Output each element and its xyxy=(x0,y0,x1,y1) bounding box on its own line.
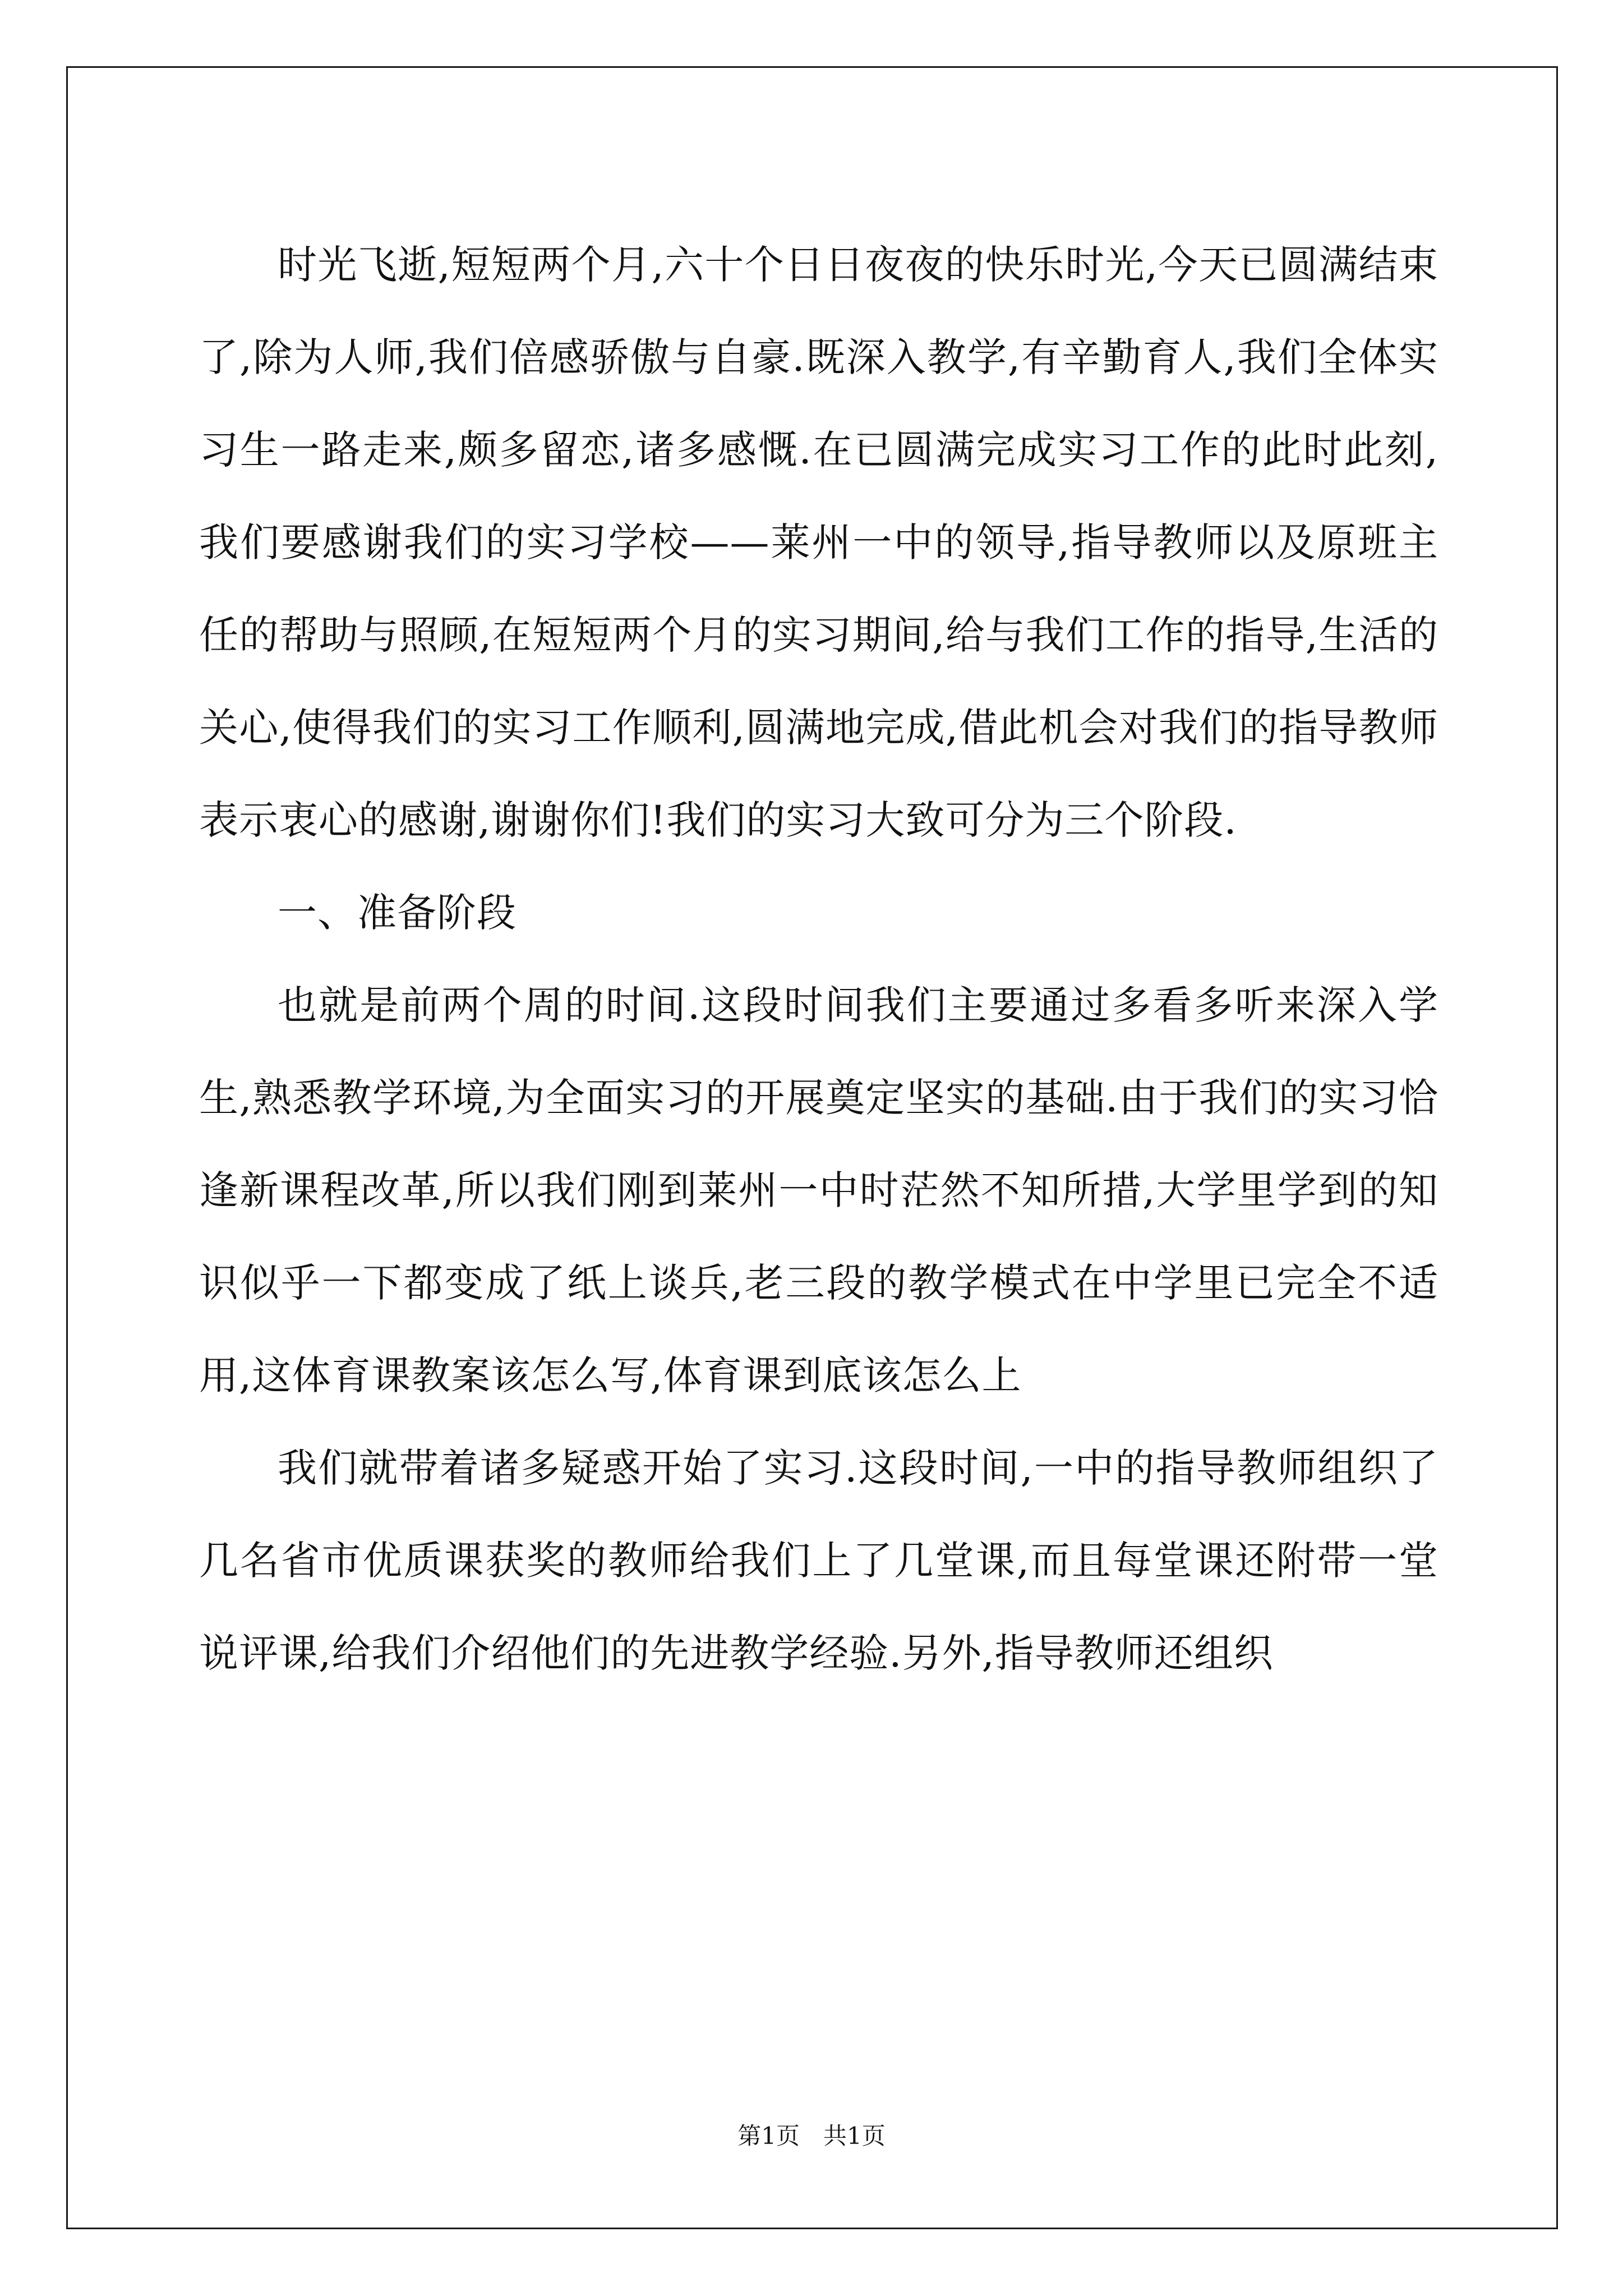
page-number-footer: 第1页 共1页 xyxy=(737,2122,886,2150)
paragraph-observation: 我们就带着诸多疑惑开始了实习.这段时间,一中的指导教师组织了几名省市优质课获奖的教师给我们上了几堂课,而且每堂课还附带一堂说评课,给我们介绍他们的先进教学经验.另外,指导教师还组织 xyxy=(199,1445,1438,1676)
document-body xyxy=(199,219,1438,1700)
section-heading-preparation: 一、准备阶段 xyxy=(278,890,517,936)
paragraph-preparation: 也就是前两个周的时间.这段时间我们主要通过多看多听来深入学生,熟悉教学环境,为全面实习的开展奠定坚实的基础.由于我们的实习恰逢新课程改革,所以我们刚到莱州一中时茫然不知所措,大学里学到的知识似乎一下都变成了纸上谈兵,老三段的教学模式在中学里已完全不适用,这体育课教案该怎么写,体育课到底该怎么上 xyxy=(199,982,1438,1398)
paragraph-intro: 时光飞逝,短短两个月,六十个日日夜夜的快乐时光,今天已圆满结束了,除为人师,我们倍感骄傲与自豪.既深入教学,有辛勤育人,我们全体实习生一路走来,颇多留恋,诸多感慨.在已圆满完成实习工作的此时此刻,我们要感谢我们的实习学校——莱州一中的领导,指导教师以及原班主任的帮助与照顾,在短短两个月的实习期间,给与我们工作的指导,生活的关心,使得我们的实习工作顺利,圆满地完成,借此机会对我们的指导教师表示衷心的感谢,谢谢你们!我们的实习大致可分为三个阶段. xyxy=(199,242,1438,843)
